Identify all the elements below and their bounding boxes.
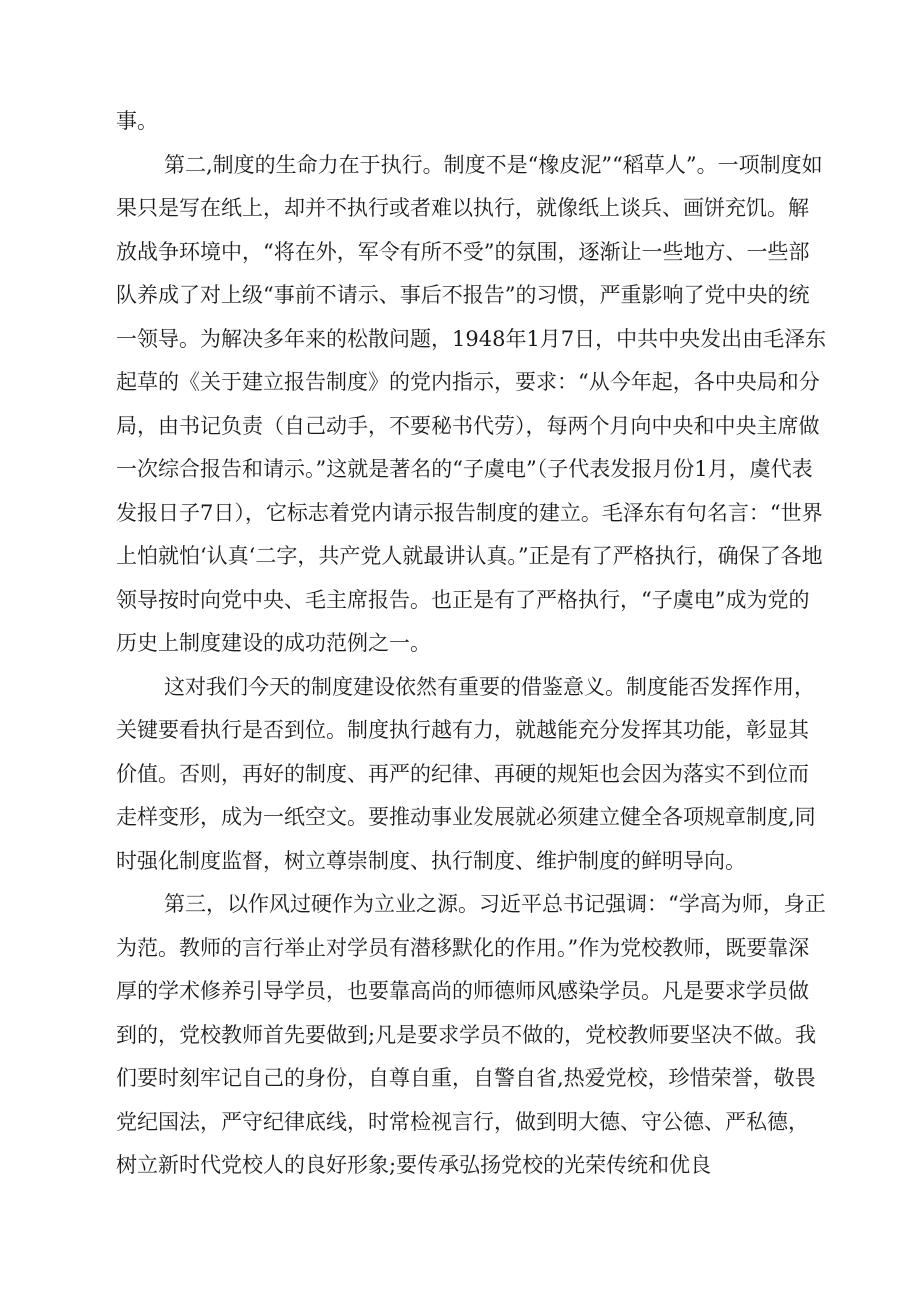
document-body [116, 100, 828, 1188]
paragraph-third-point: 第三，以作风过硬作为立业之源。习近平总书记强调：“学高为师，身正为范。教师的言行举止对学员有潜移默化的作用。”作为党校教师，既要靠深厚的学术修养引导学员，也要靠高尚的师德师风感染学员。凡是要求学员做到的，党校教师首先要做到;凡是要求学员不做的，党校教师要坚决不做。我们要时刻牢记自己的身份，自尊自重，自警自省,热爱党校，珍惜荣誉，敬畏党纪国法，严守纪律底线，时常检视言行，做到明大德、守公德、严私德，树立新时代党校人的良好形象;要传承弘扬党校的光荣传统和优良 [116, 892, 826, 1177]
paragraph-significance: 这对我们今天的制度建设依然有重要的借鉴意义。制度能否发挥作用，关键要看执行是否到位。制度执行越有力，就越能充分发挥其功能，彰显其价值。否则，再好的制度、再严的纪律、再硬的规矩也会因为落实不到位而走样变形，成为一纸空文。要推动事业发展就必须建立健全各项规章制度,同时强化制度监督，树立尊崇制度、执行制度、维护制度的鲜明导向。 [116, 674, 816, 873]
paragraph-continuation: 事。 [116, 109, 158, 133]
paragraph-second-point: 第二,制度的生命力在于执行。制度不是“橡皮泥”“稻草人”。一项制度如果只是写在纸上，却并不执行或者难以执行，就像纸上谈兵、画饼充饥。解放战争环境中，“将在外，军令有所不受”的氛围，逐渐让一些地方、一些部队养成了对上级“事前不请示、事后不报告”的习惯，严重影响了党中央的统一领导。为解决多年来的松散问题，1948年1月7日，中共中央发出由毛泽东起草的《关于建立报告制度》的党内指示，要求：“从今年起，各中央局和分局，由书记负责（自己动手，不要秘书代劳），每两个月向中央和中央主席做一次综合报告和请示。”这就是著名的“子虞电”（子代表发报月份1月，虞代表发报日子7日），它标志着党内请示报告制度的建立。毛泽东有句名言：“世界上怕就怕‘认真‘二字，共产党人就最讲认真。”正是有了严格执行，确保了各地领导按时向党中央、毛主席报告。也正是有了严格执行，“子虞电”成为党的历史上制度建设的成功范例之一。 [116, 152, 827, 655]
